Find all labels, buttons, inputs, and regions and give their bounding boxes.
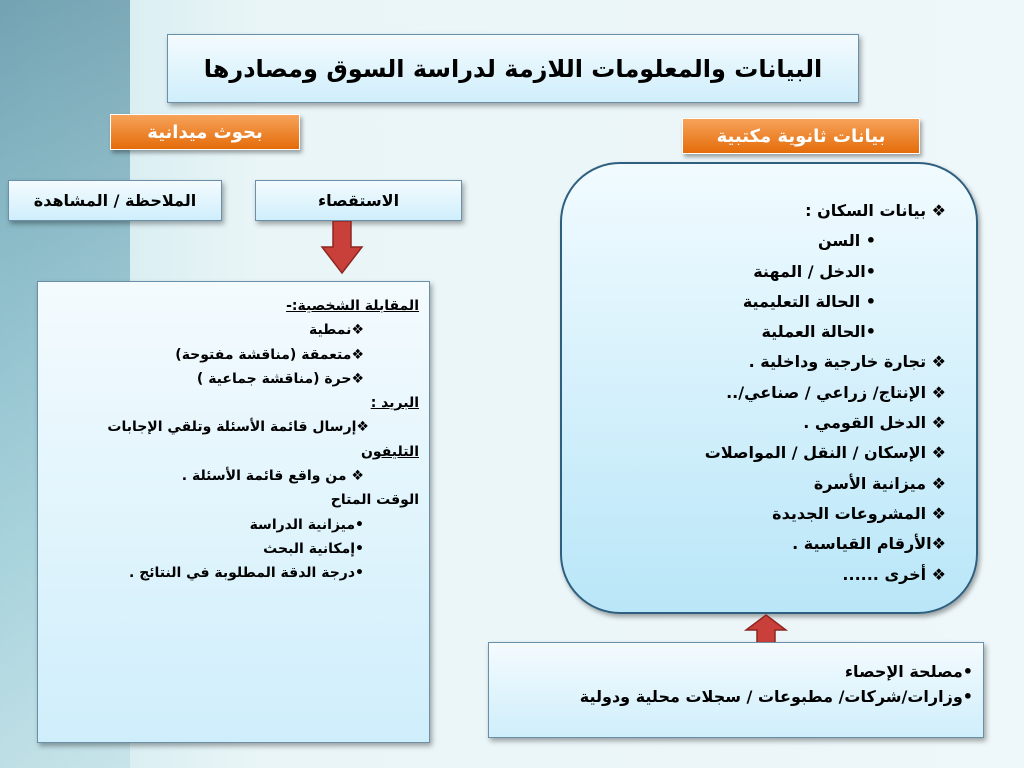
survey-item: البريد : (370, 395, 419, 412)
secondary-data-list-box (560, 162, 978, 614)
secondary-item: ❖ بيانات السكان : (805, 201, 946, 220)
sources-box (488, 642, 984, 738)
field-research-header: بحوث ميدانية (110, 114, 300, 150)
secondary-item: ❖ ميزانية الأسرة (813, 473, 946, 493)
source-item: •مصلحة الإحصاء (844, 662, 973, 681)
survey-item: ❖حرة (مناقشة جماعية ) (196, 370, 364, 387)
secondary-item: • الحالة التعليمية (742, 291, 876, 311)
survey-box: الاستقصاء (255, 180, 462, 221)
down-arrow-icon (320, 221, 364, 275)
survey-details-box (37, 281, 430, 743)
survey-item: ❖نمطية (308, 322, 364, 339)
secondary-item: ❖ الإنتاج/ زراعي / صناعي/.. (726, 382, 946, 402)
secondary-item: ❖ الإسكان / النقل / المواصلات (704, 443, 946, 463)
survey-item: التليفون (360, 443, 419, 460)
survey-item: •درجة الدقة المطلوبة في النتائج . (129, 565, 364, 582)
secondary-item: ❖الأرقام القياسية . (792, 534, 946, 554)
secondary-item: ❖ الدخل القومي . (803, 413, 946, 433)
survey-item: ❖متعمقة (مناقشة مفتوحة) (175, 346, 364, 363)
slide-title: البيانات والمعلومات اللازمة لدراسة السوق ومصادرها (167, 34, 859, 103)
survey-item: ❖ من واقع قائمة الأسئلة . (181, 468, 364, 485)
survey-item: •ميزانية الدراسة (249, 516, 364, 533)
observation-box: الملاحظة / المشاهدة (8, 180, 222, 221)
secondary-item: ❖ تجارة خارجية وداخلية . (748, 352, 946, 372)
source-item: •وزارات/شركات/ مطبوعات / سجلات محلية ودولية (579, 687, 973, 706)
secondary-item: ❖ المشروعات الجديدة (772, 503, 946, 523)
survey-item: المقابلة الشخصية:- (286, 298, 419, 314)
survey-item: الوقت المتاح (330, 492, 419, 509)
survey-item: ❖إرسال قائمة الأسئلة وتلقي الإجابات (107, 419, 369, 436)
secondary-item: •الدخل / المهنة (753, 261, 876, 281)
secondary-item: ❖ أخرى ...... (842, 564, 946, 584)
survey-item: •إمكانية البحث (263, 540, 364, 557)
secondary-data-header: بيانات ثانوية مكتبية (682, 118, 920, 154)
secondary-item: • السن (818, 231, 876, 251)
up-arrow-icon (744, 614, 788, 644)
secondary-item: •الحالة العملية (761, 322, 876, 342)
